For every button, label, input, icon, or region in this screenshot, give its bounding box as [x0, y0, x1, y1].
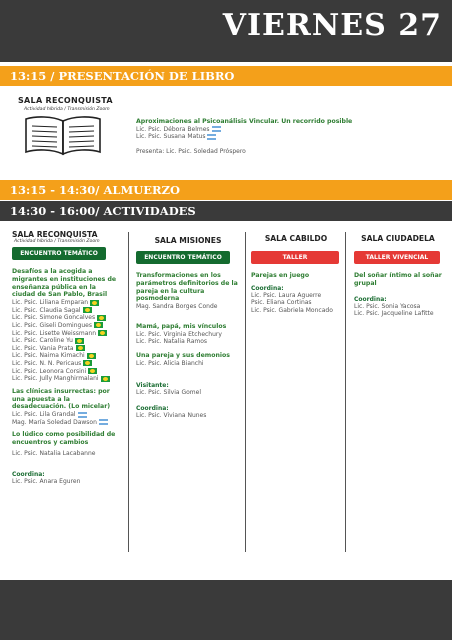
participant: Lic. Psic. Simone Goncalves: [12, 314, 124, 322]
participant: Lic. Psic. Lila Grandal: [12, 411, 124, 419]
column-reconquista: [12, 230, 124, 486]
column-divider: [345, 232, 346, 552]
author: Lic. Psic. Débora Belmes: [136, 126, 352, 134]
coordina-label: Coordina:: [251, 284, 284, 292]
participant: Lic. Psic. Natalia Lacabanne: [12, 449, 96, 457]
bar-actividades: 14:30 - 16:00/ ACTIVIDADES: [0, 201, 452, 221]
sala-sub: Actividad híbrida / Transmisión Zoom: [14, 239, 100, 244]
coordina-label: Coordina:: [354, 295, 387, 303]
participant: Lic. Psic. Laura Aguerre: [251, 291, 322, 299]
badge-encuentro: ENCUENTRO TEMÁTICO: [136, 251, 230, 264]
brazil-flag-icon: [94, 322, 103, 328]
argentina-flag-icon: [78, 412, 87, 418]
participant: Lic. Psic. Sonia Yacosa: [354, 302, 421, 310]
participant: Lic. Psic. Claudia Sagal: [12, 307, 124, 315]
visitante: Lic. Psic. Silvia Gomel: [136, 389, 202, 397]
column-divider: [245, 232, 246, 552]
page-title: VIERNES 27: [222, 8, 442, 43]
participant: Lic. Psic. Leonora Corsini: [12, 368, 124, 376]
coordina-label: Coordina:: [12, 471, 45, 479]
participant: Lic. Psic. Giseli Domingues: [12, 322, 124, 330]
badge-taller: TALLER: [251, 251, 339, 264]
book-title: Aproximaciones al Psicoanálisis Vincular. Un recorrido posible: [136, 118, 353, 125]
participant: Lic. Psic. Naima Kimachi: [12, 352, 124, 360]
sala-label: SALA MISIONES: [154, 236, 222, 245]
bar-presentacion: 13:15 / PRESENTACIÓN DE LIBRO: [0, 66, 452, 86]
brazil-flag-icon: [88, 368, 97, 374]
header: [0, 0, 452, 62]
badge-taller-vivencial: TALLER VIVENCIAL: [354, 251, 440, 264]
participant: Lic. Psic. Caroline Yu: [12, 337, 124, 345]
coordinator: Lic. Psic. Anara Eguren: [12, 478, 81, 486]
brazil-flag-icon: [76, 345, 85, 351]
participant: Psic. Eliana Cortinas: [251, 299, 312, 307]
topic-title: Una pareja y sus demonios: [136, 351, 230, 359]
participant: Lic. Psic. Alicia Bianchi: [136, 359, 204, 367]
brazil-flag-icon: [75, 338, 84, 344]
participant: Mag. Sandra Borges Conde: [136, 303, 218, 311]
brazil-flag-icon: [90, 300, 99, 306]
author: Lic. Psic. Susana Matus: [136, 133, 352, 141]
brazil-flag-icon: [97, 315, 106, 321]
bar-almuerzo: 13:15 - 14:30/ ALMUERZO: [0, 180, 452, 200]
topic-title: Mamá, papá, mis vínculos: [136, 322, 227, 330]
brazil-flag-icon: [98, 330, 107, 336]
argentina-flag-icon: [99, 419, 108, 425]
brazil-flag-icon: [101, 376, 110, 382]
column-divider: [128, 232, 129, 552]
participant: Lic. Psic. Liliana Emparan: [12, 299, 124, 307]
participant: Lic. Psic. Virginia Etchechury: [136, 330, 222, 338]
sala-reconquista-sub: Actividad híbrida / Transmisión Zoom: [24, 107, 110, 112]
column-misiones: [136, 236, 242, 419]
topic-title: Lo lúdico como posibilidad de encuentros y cambios: [12, 431, 116, 447]
argentina-flag-icon: [207, 134, 216, 140]
brazil-flag-icon: [87, 353, 96, 359]
participant: Lic. Psic. Natalia Ramos: [136, 338, 208, 346]
participant: Lic. Psic. Vania Prata: [12, 345, 124, 353]
participant: Lic. Psic. Lisette Weissmann: [12, 330, 124, 338]
topic-title: Las clínicas insurrectas: por una apuesta a la desadecuación. (Lo micelar): [12, 387, 111, 411]
coordinator: Lic. Psic. Viviana Nunes: [136, 411, 207, 419]
sala-label: SALA RECONQUISTA: [12, 230, 98, 239]
sala-label: SALA CIUDADELA: [361, 234, 435, 243]
brazil-flag-icon: [83, 360, 92, 366]
argentina-flag-icon: [212, 126, 221, 132]
participant: Lic. Psic. N. N. Pericaus: [12, 360, 124, 368]
column-cabildo: [251, 234, 343, 315]
visitante-label: Visitante:: [136, 382, 169, 390]
participant: Lic. Psic. Gabriela Moncado: [251, 306, 333, 314]
book-info: [136, 118, 352, 156]
participant: Lic. Psic. Jacqueline Lafitte: [354, 310, 434, 318]
participant: Mag. María Soledad Dawson: [12, 419, 124, 427]
sala-reconquista-label: SALA RECONQUISTA: [18, 96, 113, 105]
sala-label: SALA CABILDO: [264, 234, 328, 243]
participant: Lic. Psic. Jully Manghirmalani: [12, 375, 124, 383]
brazil-flag-icon: [83, 307, 92, 313]
coordina-label: Coordina:: [136, 404, 169, 412]
topic-title: Del soñar íntimo al soñar grupal: [354, 272, 442, 287]
topic-title: Parejas en juego: [251, 272, 310, 279]
column-ciudadela: [354, 234, 446, 318]
topic-title: Transformaciones en los parámetros definitorios de la pareja en la cultura posmoderna: [136, 272, 238, 303]
open-book-icon: [22, 115, 104, 157]
presenta: Presenta: Lic. Psic. Soledad Próspero: [136, 147, 246, 155]
badge-encuentro: ENCUENTRO TEMÁTICO: [12, 247, 106, 260]
topic-title: Desafíos a la acogida a migrantes en instituciones de enseñanza pública en la ciudad de San Pablo, Brasil: [12, 268, 117, 299]
